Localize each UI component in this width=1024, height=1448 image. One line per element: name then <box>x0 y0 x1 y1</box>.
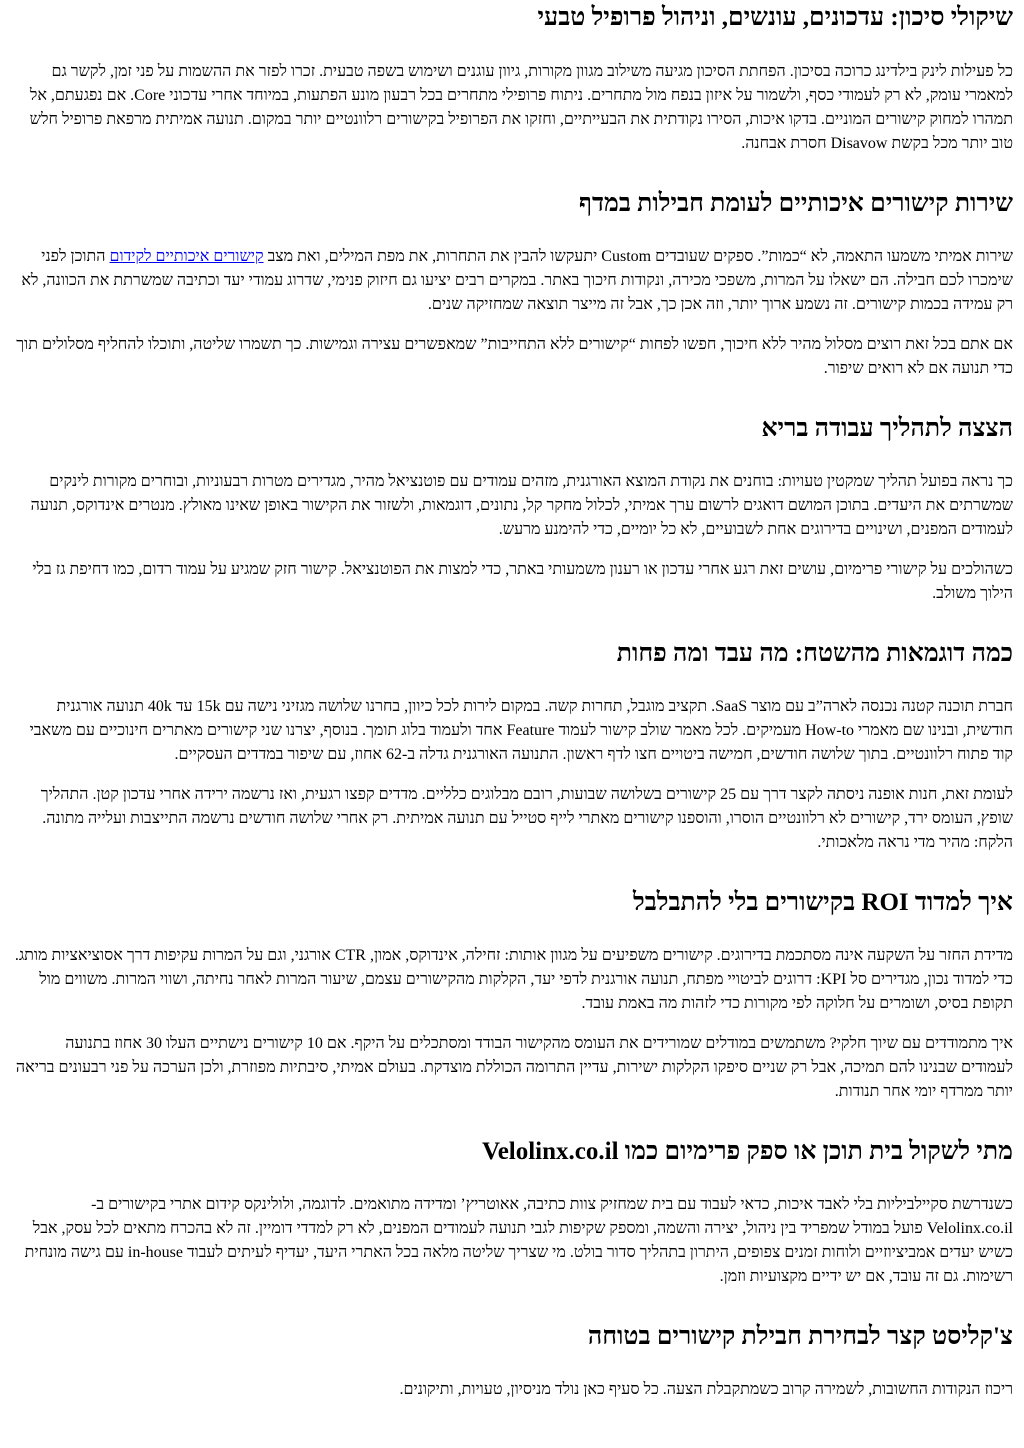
section-roi <box>12 886 1013 1104</box>
paragraph: כשנדרשת סקיילביליות בלי לאבד איכות, כדאי לעבוד עם בית שמחזיק צוות כתיבה, אאוטריץ’ ומדידה מתואמים. לדוגמה, ולולינקס קידום אתרי בקישורים ב-Velolinx.co.il פועל במודל שמפריד בין ניהול, יצירה והשמה, ומספק שקיפות לגבי תנועה לעמודים המפנים, לא רק למדדי דומיין. זה לא בהכרח מתאים לכל עסק, אבל כשיש יעדים אמביציוזיים ולוחות זמנים צפופים, היתרון בתהליך סדור בולט. מי שצריך שליטה מלאה בכל האתרי היעד, יעדיף לעיתים לעבוד in-house עם גישה מונחית רשימות. גם זה עובד, אם יש ידיים מקצועיות וזמן. <box>24 1196 1013 1285</box>
section-heading: מתי לשקול בית תוכן או ספק פרימיום כמו Velolinx.co.il <box>481 1138 1013 1165</box>
section-heading: שירות קישורים איכותיים לעומת חבילות במדף <box>579 190 1013 217</box>
paragraph-text: שירות אמיתי משמעו התאמה, לא “כמות”. ספקים שעובדים Custom יתעקשו להבין את התחרות, את מפת המילים, ואת מצב <box>263 248 1013 265</box>
section-heading: שיקולי סיכון: עדכונים, עונשים, וניהול פרופיל טבעי <box>537 4 1013 31</box>
paragraph: ריכוז הנקודות החשובות, לשמירה קרוב כשמתקבלת הצעה. כל סעיף כאן נולד מניסיון, טעויות, ותיקונים. <box>399 1381 1013 1398</box>
section-heading: כמה דוגמאות מהשטח: מה עבד ומה פחות <box>616 640 1013 667</box>
section-risk <box>12 0 1013 156</box>
paragraph: מדידת החזר על השקעה אינה מסתכמת בדירוגים. קישורים משפיעים על מגוון אותות: זחילה, אינדוקס, אמון, CTR אורגני, וגם על המרות עקיפות דרך אסוציאציות מותג. כדי למדוד נכון, מגדירים סל KPI: דרוגים לביטויי מפתח, תנועה אורגנית לדפי יעד, הקלקות מהקישורים עצמם, שיעור המרות לאחר נחיתה, ושווי המרות. משווים מול תקופת בסיס, ושומרים על חלוקה לפי מקורות כדי לזהות מה באמת עובד. <box>14 947 1013 1012</box>
paragraph-text: התוכן לפני שימכרו לכם חבילה. הם ישאלו על המרות, משפכי מכירה, ונקודות חיכוך באתר. במקרים רבים יציעו גם חיזוק פנימי, שדרוג עמודי יעד וכתיבה שמשרתת את הכוונה, לא רק עמידה בכמות קישורים. זה נשמע ארוך יותר, וזה אכן כך, אבל זה מייצר תוצאה שמחזיקה שנים. <box>21 248 1013 313</box>
paragraph: כך נראה בפועל תהליך שמקטין טעויות: בוחנים את נקודת המוצא האורגנית, מזהים עמודים עם פוטנציאל מהיר, מגדירים מטרות רבעוניות, ובוחרים מקורות לינקים שמשרתים את היעדים. בתוכן המושם דואגים לרשום ערך אמיתי, לכלול מחקר קל, נתונים, דוגמאות, ולשזור את הקישור באופן שאינו מאולץ. מנטרים אינדוקס, תנועה לעמודים המפנים, ושינויים בדירוגים אחת לשבועיים, לא כל יומיים, כדי להימנע מרעש. <box>30 473 1013 538</box>
section-checklist <box>12 1320 1013 1402</box>
paragraph: כשהולכים על קישורי פרימיום, עושים זאת רגע אחרי עדכון או רענון משמעותי באתר, כדי למצות את הפוטנציאל. קישור חזק שמגיע על עמוד רדום, כמו דחיפת גז בלי הילוך משולב. <box>32 561 1013 602</box>
section-heading: איך למדוד ROI בקישורים בלי להתבלבל <box>633 889 1013 916</box>
paragraph: כל פעילות לינק בילדינג כרוכה בסיכון. הפחתת הסיכון מגיעה משילוב מגוון מקורות, גיוון עוגנים ושימוש בשפה טבעית. זכרו לפזר את ההשמות על פני זמן, לקשר גם למאמרי עומק, לא רק לעמודי כסף, ולשמור על איזון בנפח מול מתחרים. ניתוח פרופילי מתחרים בכל רבעון מונע הפתעות, במיוחד אחרי עדכוני Core. אם נפגעתם, אל תמהרו למחוק קישורים המוניים. בדקו איכות, הסירו נקודתית את הבעייתיים, וחזקו את הפרופיל בקישורים רלוונטיים יותר במקום. תנועה אמיתית מרפאת פרופיל חלש טוב יותר מכל בקשת Disavow חסרת אבחנה. <box>29 63 1013 152</box>
section-field-examples <box>12 637 1013 855</box>
paragraph: לעומת זאת, חנות אופנה ניסתה לקצר דרך עם 25 קישורים בשלושה שבועות, רובם מבלוגים כלליים. מדדים קפצו רגעית, ואז נרשמה ירידה אחרי עדכון קטן. התהליך שופץ, העומס ירד, קישורים לא רלוונטיים הוסרו, והוספנו קישורים מאתרי לייף סטייל עם תנועה אמיתית. רק אחרי שלושה חודשים נרשמה התייצבות ועלייה מתונה. הלקח: מהיר מדי נראה מלאכותי. <box>40 786 1013 851</box>
section-premium-vendor <box>12 1135 1013 1289</box>
section-healthy-process <box>12 412 1013 606</box>
section-heading: צ'קליסט קצר לבחירת חבילת קישורים בטוחה <box>587 1323 1013 1350</box>
paragraph: חברת תוכנה קטנה נכנסה לארה”ב עם מוצר SaaS. תקציב מוגבל, תחרות קשה. במקום לירות לכל כיוון, בחרנו שלושה מגזיני נישה עם 15k עד 40k תנועה אורגנית חודשית, ובנינו שם מאמרי How-to מעמיקים. לכל מאמר שולב קישור לעמוד Feature אחד ולעמוד בלוג תומך. בנוסף, יצרנו שני קישורים מאתרים חינוכיים עם משאבי קוד פתוח רלוונטיים. בתוך שלושה חודשים, חמישה ביטויים חצו לדף ראשון. התנועה האורגנית גדלה ב-62 אחוז, עם שיפור במדדים העסקיים. <box>29 698 1013 763</box>
section-heading: הצצה לתהליך עבודה בריא <box>761 415 1013 442</box>
section-quality-service <box>12 187 1013 381</box>
paragraph: אם אתם בכל זאת רוצים מסלול מהיר ללא חיכוך, חפשו לפחות “קישורים ללא התחייבות” שמאפשרים עצירה וגמישות. כך תשמרו שליטה, ותוכלו להחליף מסלולים תוך כדי תנועה אם לא רואים שיפור. <box>16 336 1013 377</box>
quality-links-link[interactable]: קישורים איכותיים לקידום <box>109 248 264 265</box>
paragraph <box>12 245 1013 317</box>
paragraph: איך מתמודדים עם שיוך חלקי? משתמשים במודלים שמורידים את העומס מהקישור הבודד ומסתכלים על היקף. אם 10 קישורים נישתיים העלו 30 אחוז בתנועה לעמודים שבנינו להם תמיכה, אבל רק שניים סיפקו הקלקות ישירות, עדיין התרומה הכוללת מוצדקת. בעולם אמיתי, סיבתיות מפוזרת, ולכן הערכה על פני רבעונים בריאה יותר ממרדף יומי אחר תנודות. <box>15 1035 1013 1100</box>
